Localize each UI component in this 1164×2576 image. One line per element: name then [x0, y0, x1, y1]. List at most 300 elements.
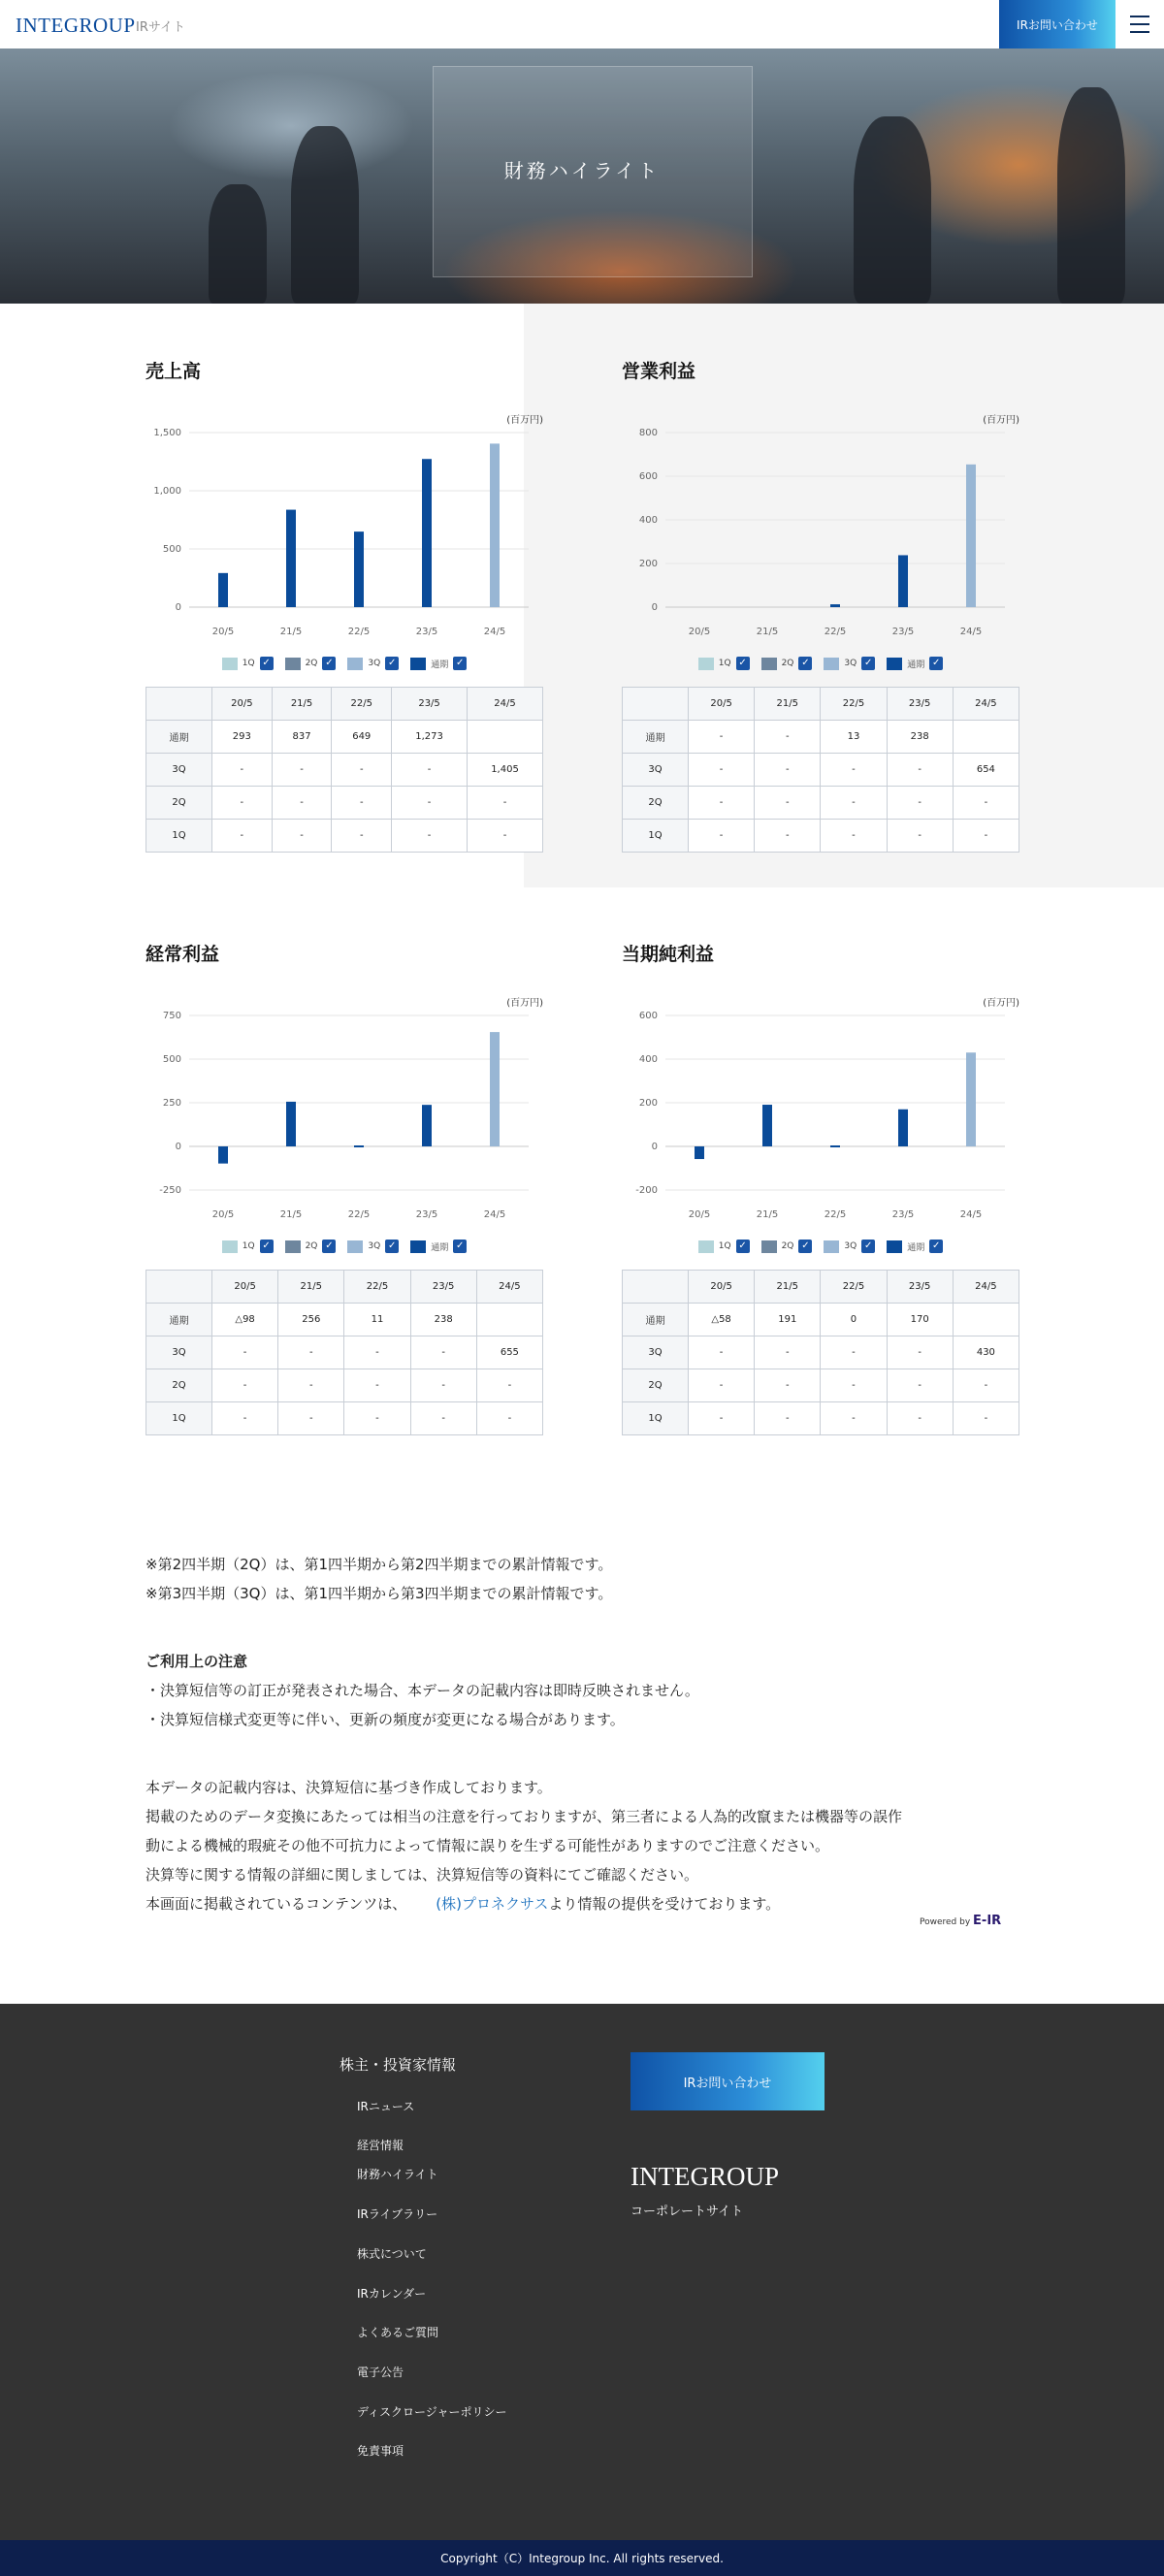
bar[interactable]	[830, 1145, 840, 1147]
table-cell: -	[689, 1369, 755, 1402]
x-tick-label: 21/5	[756, 1209, 779, 1220]
table-cell: -	[953, 1369, 1018, 1402]
legend-swatch	[824, 1240, 839, 1253]
pronexus-link[interactable]: (株)プロネクサス	[436, 1895, 549, 1913]
table-cell: -	[953, 820, 1018, 853]
table-cell: -	[344, 1402, 410, 1435]
table-cell: -	[332, 820, 392, 853]
bar[interactable]	[898, 1110, 908, 1146]
table-cell: 1,273	[392, 721, 468, 754]
bar[interactable]	[490, 1032, 500, 1146]
table-header-row	[623, 1271, 1019, 1304]
y-tick-label: 250	[162, 1098, 181, 1109]
legend-label: 1Q	[242, 659, 255, 668]
table-row	[146, 754, 543, 787]
legend-checkbox-icon[interactable]: ✓	[798, 1240, 812, 1253]
table-cell: -	[887, 787, 953, 820]
table-row	[146, 820, 543, 853]
bar[interactable]	[966, 1052, 976, 1146]
table-cell: -	[468, 820, 543, 853]
table-cell: -	[344, 1369, 410, 1402]
panel-operating-income	[622, 357, 1019, 888]
table-row-header: 2Q	[623, 787, 689, 820]
legend-item[interactable]	[698, 1237, 750, 1256]
legend-item[interactable]	[410, 654, 467, 673]
caution-line: ・決算短信等の訂正が発表された場合、本データの記載内容は即時反映されません。	[146, 1682, 699, 1699]
legend-swatch	[347, 1240, 363, 1253]
y-tick-label: 600	[638, 1011, 658, 1021]
legend-checkbox-icon[interactable]: ✓	[736, 657, 750, 670]
bar-chart	[622, 423, 1019, 641]
table-col-header: 20/5	[689, 1271, 755, 1304]
table-cell	[476, 1304, 542, 1336]
panel-title: 経常利益	[146, 944, 220, 965]
table-cell: -	[410, 1369, 476, 1402]
table-cell: -	[272, 754, 332, 787]
table-row-header: 通期	[623, 721, 689, 754]
table-row-header: 3Q	[146, 1336, 212, 1369]
legend-swatch	[761, 658, 777, 670]
hero-silhouette	[854, 116, 931, 304]
legend-checkbox-icon[interactable]: ✓	[798, 657, 812, 670]
table-cell: -	[821, 820, 887, 853]
table-cell: -	[689, 721, 755, 754]
site-header	[0, 0, 1164, 48]
site-footer	[0, 2004, 1164, 2540]
table-col-header: 22/5	[344, 1271, 410, 1304]
legend-label: 2Q	[781, 659, 794, 668]
y-tick-label: 600	[638, 471, 658, 482]
legend-item[interactable]	[887, 1237, 943, 1256]
bar[interactable]	[898, 555, 908, 607]
table-col-header: 21/5	[272, 688, 332, 721]
table-col-header: 23/5	[887, 1271, 953, 1304]
legend-item[interactable]	[824, 1237, 875, 1256]
site-subtitle: IRサイト	[136, 20, 185, 35]
table-row	[146, 1304, 543, 1336]
legend-item[interactable]	[761, 1237, 813, 1256]
x-tick-label: 21/5	[279, 627, 303, 637]
legend-checkbox-icon[interactable]: ✓	[322, 657, 336, 670]
footer-link-disclosure-policy[interactable]: ディスクロージャーポリシー	[357, 2405, 507, 2419]
legend-checkbox-icon[interactable]: ✓	[453, 657, 467, 670]
table-col-header: 21/5	[755, 1271, 821, 1304]
table-cell: -	[689, 787, 755, 820]
table-row	[623, 1304, 1019, 1336]
table-row	[623, 1336, 1019, 1369]
chart-legend	[146, 654, 543, 673]
y-tick-label: -250	[159, 1185, 181, 1196]
table-row-header: 通期	[623, 1304, 689, 1336]
footer-link-faq[interactable]: よくあるご質問	[357, 2326, 439, 2339]
note-line: ※第2四半期（2Q）は、第1四半期から第2四半期までの累計情報です。	[146, 1556, 613, 1573]
x-tick-label: 20/5	[211, 1209, 235, 1220]
y-tick-label: 0	[175, 602, 181, 613]
table-cell: 293	[212, 721, 273, 754]
legend-item[interactable]	[824, 654, 875, 673]
panel-net-income	[622, 940, 1019, 1471]
x-tick-label: 20/5	[211, 627, 235, 637]
table-cell: -	[689, 754, 755, 787]
caution-notes	[146, 1647, 1018, 1734]
legend-item[interactable]	[285, 1237, 337, 1256]
legend-checkbox-icon[interactable]: ✓	[929, 1240, 943, 1253]
table-cell: -	[953, 787, 1018, 820]
panel-title: 当期純利益	[622, 944, 715, 965]
table-cell: -	[278, 1369, 344, 1402]
table-cell: -	[887, 1369, 953, 1402]
y-tick-label: 500	[162, 1054, 181, 1065]
table-cell: -	[821, 1402, 887, 1435]
data-table	[146, 687, 543, 853]
table-col-header: 20/5	[212, 1271, 278, 1304]
legend-item[interactable]	[887, 654, 943, 673]
x-tick-label: 22/5	[347, 627, 371, 637]
table-header-row	[146, 688, 543, 721]
bar[interactable]	[218, 573, 228, 607]
legend-checkbox-icon[interactable]: ✓	[861, 1240, 875, 1253]
unit-label: (百万円)	[506, 998, 543, 1009]
legend-item[interactable]	[410, 1237, 467, 1256]
disclaimer-line: 本データの記載内容は、決算短信に基づき作成しております。	[146, 1779, 552, 1796]
x-tick-label: 21/5	[756, 627, 779, 637]
table-col-header: 24/5	[953, 688, 1018, 721]
bar[interactable]	[762, 1105, 772, 1146]
hero-silhouette	[291, 126, 359, 304]
panel-ordinary-income	[146, 940, 543, 1471]
table-col-header: 23/5	[410, 1271, 476, 1304]
table-cell: -	[887, 1336, 953, 1369]
table-col-header: 22/5	[821, 688, 887, 721]
table-col-header: 24/5	[476, 1271, 542, 1304]
data-table	[146, 1270, 543, 1435]
disclaimer-line: 決算等に関する情報の詳細に関しましては、決算短信等の資料にてご確認ください。	[146, 1866, 699, 1884]
x-tick-label: 22/5	[347, 1209, 371, 1220]
table-cell: -	[887, 820, 953, 853]
table-cell: 655	[476, 1336, 542, 1369]
table-cell: -	[212, 1336, 278, 1369]
y-tick-label: 400	[638, 515, 658, 526]
legend-label: 1Q	[718, 659, 731, 668]
x-tick-label: 24/5	[483, 1209, 506, 1220]
y-tick-label: 200	[638, 1098, 658, 1109]
table-cell	[953, 1304, 1018, 1336]
footer-logo[interactable]: INTEGROUP	[630, 2162, 779, 2191]
table-col-header: 24/5	[953, 1271, 1018, 1304]
table-cell: 430	[953, 1336, 1018, 1369]
x-tick-label: 20/5	[688, 627, 711, 637]
table-row	[146, 1369, 543, 1402]
bar[interactable]	[422, 459, 432, 607]
provider-line	[146, 1889, 1018, 1918]
x-tick-label: 23/5	[891, 627, 915, 637]
legend-label: 3Q	[368, 1241, 381, 1251]
table-row-header: 3Q	[623, 1336, 689, 1369]
bar[interactable]	[286, 510, 296, 607]
table-cell: -	[392, 787, 468, 820]
hero-silhouette	[209, 184, 267, 304]
x-tick-label: 23/5	[891, 1209, 915, 1220]
x-tick-label: 22/5	[824, 1209, 847, 1220]
legend-item[interactable]	[347, 654, 399, 673]
bar[interactable]	[422, 1105, 432, 1146]
table-cell: -	[468, 787, 543, 820]
disclaimer-line: 掲載のためのデータ変換にあたっては相当の注意を行っておりますが、第三者による人為的改竄または機器等の誤作	[146, 1808, 903, 1825]
table-col-header: 24/5	[468, 688, 543, 721]
panel-title: 売上高	[146, 361, 202, 382]
legend-checkbox-icon[interactable]: ✓	[929, 657, 943, 670]
legend-checkbox-icon[interactable]: ✓	[322, 1240, 336, 1253]
table-cell: 1,405	[468, 754, 543, 787]
bar-chart	[622, 1006, 1019, 1224]
x-tick-label: 24/5	[483, 627, 506, 637]
table-col-header: 21/5	[278, 1271, 344, 1304]
legend-checkbox-icon[interactable]: ✓	[385, 657, 399, 670]
table-cell: -	[212, 754, 273, 787]
legend-swatch	[761, 1240, 777, 1253]
legend-item[interactable]	[347, 1237, 399, 1256]
table-cell: -	[755, 1402, 821, 1435]
powered-by-eir[interactable]	[920, 1914, 1001, 1928]
table-cell: 238	[887, 721, 953, 754]
hero-silhouette	[1057, 87, 1125, 304]
x-tick-label: 22/5	[824, 627, 847, 637]
unit-label: (百万円)	[983, 415, 1019, 426]
table-cell: -	[392, 820, 468, 853]
legend-checkbox-icon[interactable]: ✓	[861, 657, 875, 670]
legend-label: 3Q	[844, 1241, 857, 1251]
table-cell: -	[212, 787, 273, 820]
provider-prefix: 本画面に掲載されているコンテンツは、	[146, 1895, 407, 1913]
footer-link-management[interactable]: 経営情報	[357, 2139, 404, 2152]
table-cell: -	[821, 1369, 887, 1402]
table-cell: -	[272, 787, 332, 820]
x-tick-label: 21/5	[279, 1209, 303, 1220]
legend-label: 2Q	[305, 1241, 318, 1251]
y-tick-label: 500	[162, 544, 181, 555]
data-table	[622, 1270, 1019, 1435]
table-cell: -	[212, 1369, 278, 1402]
table-cell: 238	[410, 1304, 476, 1336]
table-col-header: 20/5	[212, 688, 273, 721]
legend-label: 2Q	[781, 1241, 794, 1251]
table-cell: 11	[344, 1304, 410, 1336]
table-corner	[623, 688, 689, 721]
legend-item[interactable]	[285, 654, 337, 673]
table-cell: -	[755, 1369, 821, 1402]
hero-banner	[0, 48, 1164, 304]
table-cell: -	[689, 1402, 755, 1435]
x-tick-label: 20/5	[688, 1209, 711, 1220]
table-col-header: 23/5	[887, 688, 953, 721]
table-cell: -	[410, 1402, 476, 1435]
bar[interactable]	[830, 604, 840, 607]
table-cell: 256	[278, 1304, 344, 1336]
legend-label: 3Q	[844, 659, 857, 668]
table-row	[146, 721, 543, 754]
table-header-row	[623, 688, 1019, 721]
table-cell: -	[272, 820, 332, 853]
corporate-site-link[interactable]: コーポレートサイト	[630, 2205, 744, 2219]
legend-label: 通期	[907, 660, 925, 670]
legend-label: 通期	[431, 660, 449, 670]
x-tick-label: 24/5	[959, 1209, 983, 1220]
table-cell: 0	[821, 1304, 887, 1336]
legend-checkbox-icon[interactable]: ✓	[736, 1240, 750, 1253]
y-tick-label: 750	[162, 1011, 181, 1021]
table-cell: -	[212, 1402, 278, 1435]
y-tick-label: 400	[638, 1054, 658, 1065]
caution-line: ・決算短信様式変更等に伴い、更新の頻度が変更になる場合があります。	[146, 1711, 625, 1728]
hamburger-menu-icon[interactable]	[1116, 0, 1164, 48]
footer-link-ir-library[interactable]: IRライブラリー	[357, 2207, 438, 2221]
bar[interactable]	[966, 465, 976, 607]
footer-heading: 株主・投資家情報	[340, 2056, 457, 2074]
table-cell	[953, 721, 1018, 754]
table-row	[623, 1369, 1019, 1402]
site-logo[interactable]: INTEGROUP	[16, 14, 136, 37]
table-col-header: 21/5	[755, 688, 821, 721]
table-col-header: 23/5	[392, 688, 468, 721]
bar-chart	[146, 423, 543, 641]
table-corner	[623, 1271, 689, 1304]
table-cell: -	[821, 1336, 887, 1369]
table-row-header: 2Q	[623, 1369, 689, 1402]
table-cell: -	[344, 1336, 410, 1369]
bar[interactable]	[695, 1146, 704, 1159]
table-row-header: 1Q	[623, 1402, 689, 1435]
table-header-row	[146, 1271, 543, 1304]
bar[interactable]	[354, 1145, 364, 1147]
table-row-header: 通期	[146, 721, 212, 754]
chart-legend	[622, 654, 1019, 673]
table-cell: -	[476, 1402, 542, 1435]
legend-label: 通期	[431, 1242, 449, 1253]
footer-link-ir-calendar[interactable]: IRカレンダー	[357, 2287, 427, 2301]
table-cell: △98	[212, 1304, 278, 1336]
legend-swatch	[887, 658, 902, 670]
table-cell: 191	[755, 1304, 821, 1336]
table-row	[623, 787, 1019, 820]
table-cell: 170	[887, 1304, 953, 1336]
footer-ir-contact-button[interactable]: IRお問い合わせ	[630, 2052, 824, 2110]
powered-by-label: Powered by	[920, 1917, 971, 1927]
table-corner	[146, 1271, 212, 1304]
footer-link-stock[interactable]: 株式について	[357, 2247, 427, 2261]
y-tick-label: 200	[638, 559, 658, 569]
table-cell: -	[332, 754, 392, 787]
bar-chart	[146, 1006, 543, 1224]
table-cell: -	[278, 1336, 344, 1369]
page-title: 財務ハイライト	[503, 159, 661, 182]
bar[interactable]	[354, 531, 364, 607]
table-cell: -	[755, 787, 821, 820]
ir-contact-button[interactable]: IRお問い合わせ	[999, 0, 1116, 48]
legend-swatch	[410, 658, 426, 670]
bar[interactable]	[490, 443, 500, 607]
table-row-header: 通期	[146, 1304, 212, 1336]
footer-link-disclaimer[interactable]: 免責事項	[357, 2444, 404, 2458]
table-cell: -	[332, 787, 392, 820]
table-row	[623, 1402, 1019, 1435]
table-cell: -	[821, 787, 887, 820]
table-cell: △58	[689, 1304, 755, 1336]
legend-swatch	[887, 1240, 902, 1253]
legend-item[interactable]	[698, 654, 750, 673]
legend-item[interactable]	[222, 654, 274, 673]
x-tick-label: 24/5	[959, 627, 983, 637]
caution-title: ご利用上の注意	[146, 1653, 248, 1670]
table-cell: -	[755, 1336, 821, 1369]
legend-label: 3Q	[368, 659, 381, 668]
legend-checkbox-icon[interactable]: ✓	[260, 1240, 274, 1253]
table-corner	[146, 688, 212, 721]
table-cell: -	[821, 754, 887, 787]
table-cell: -	[755, 820, 821, 853]
footer-link-financial-highlights[interactable]: 財務ハイライト	[357, 2168, 438, 2181]
y-tick-label: 0	[651, 602, 658, 613]
table-cell: -	[887, 1402, 953, 1435]
disclaimer-line: 動による機械的瑕疵その他不可抗力によって情報に誤りを生ずる可能性がありますのでご注意ください。	[146, 1837, 830, 1854]
table-cell	[468, 721, 543, 754]
table-row-header: 1Q	[623, 820, 689, 853]
panel-title: 営業利益	[622, 361, 696, 382]
y-tick-label: 1,000	[153, 486, 181, 497]
table-cell: -	[953, 1402, 1018, 1435]
unit-label: (百万円)	[983, 998, 1019, 1009]
provider-suffix: より情報の提供を受けております。	[548, 1895, 781, 1913]
table-row-header: 2Q	[146, 1369, 212, 1402]
table-row	[146, 1336, 543, 1369]
legend-swatch	[698, 658, 714, 670]
disclaimer-notes	[146, 1773, 1018, 1918]
cumulative-notes	[146, 1550, 1018, 1608]
table-cell: 837	[272, 721, 332, 754]
table-row-header: 3Q	[146, 754, 212, 787]
legend-swatch	[285, 1240, 301, 1253]
table-cell: -	[887, 754, 953, 787]
table-cell: -	[689, 1336, 755, 1369]
table-row	[623, 820, 1019, 853]
table-cell: -	[476, 1369, 542, 1402]
legend-checkbox-icon[interactable]: ✓	[260, 657, 274, 670]
legend-swatch	[698, 1240, 714, 1253]
legend-label: 1Q	[242, 1241, 255, 1251]
y-tick-label: 1,500	[153, 428, 181, 438]
chart-legend	[622, 1237, 1019, 1256]
legend-swatch	[285, 658, 301, 670]
legend-checkbox-icon[interactable]: ✓	[385, 1240, 399, 1253]
table-cell: -	[755, 721, 821, 754]
chart-legend	[146, 1237, 543, 1256]
copyright: Copyright（C）Integroup Inc. All rights reserved.	[0, 2540, 1164, 2576]
table-col-header: 20/5	[689, 688, 755, 721]
table-row-header: 2Q	[146, 787, 212, 820]
legend-checkbox-icon[interactable]: ✓	[453, 1240, 467, 1253]
legend-item[interactable]	[222, 1237, 274, 1256]
table-cell: -	[410, 1336, 476, 1369]
bar[interactable]	[218, 1146, 228, 1164]
footer-link-public-notice[interactable]: 電子公告	[357, 2366, 404, 2379]
legend-item[interactable]	[761, 654, 813, 673]
table-row-header: 3Q	[623, 754, 689, 787]
table-cell: -	[755, 754, 821, 787]
table-row-header: 1Q	[146, 820, 212, 853]
footer-link-ir-news[interactable]: IRニュース	[357, 2100, 415, 2113]
legend-swatch	[222, 658, 238, 670]
legend-swatch	[824, 658, 839, 670]
bar[interactable]	[286, 1102, 296, 1146]
